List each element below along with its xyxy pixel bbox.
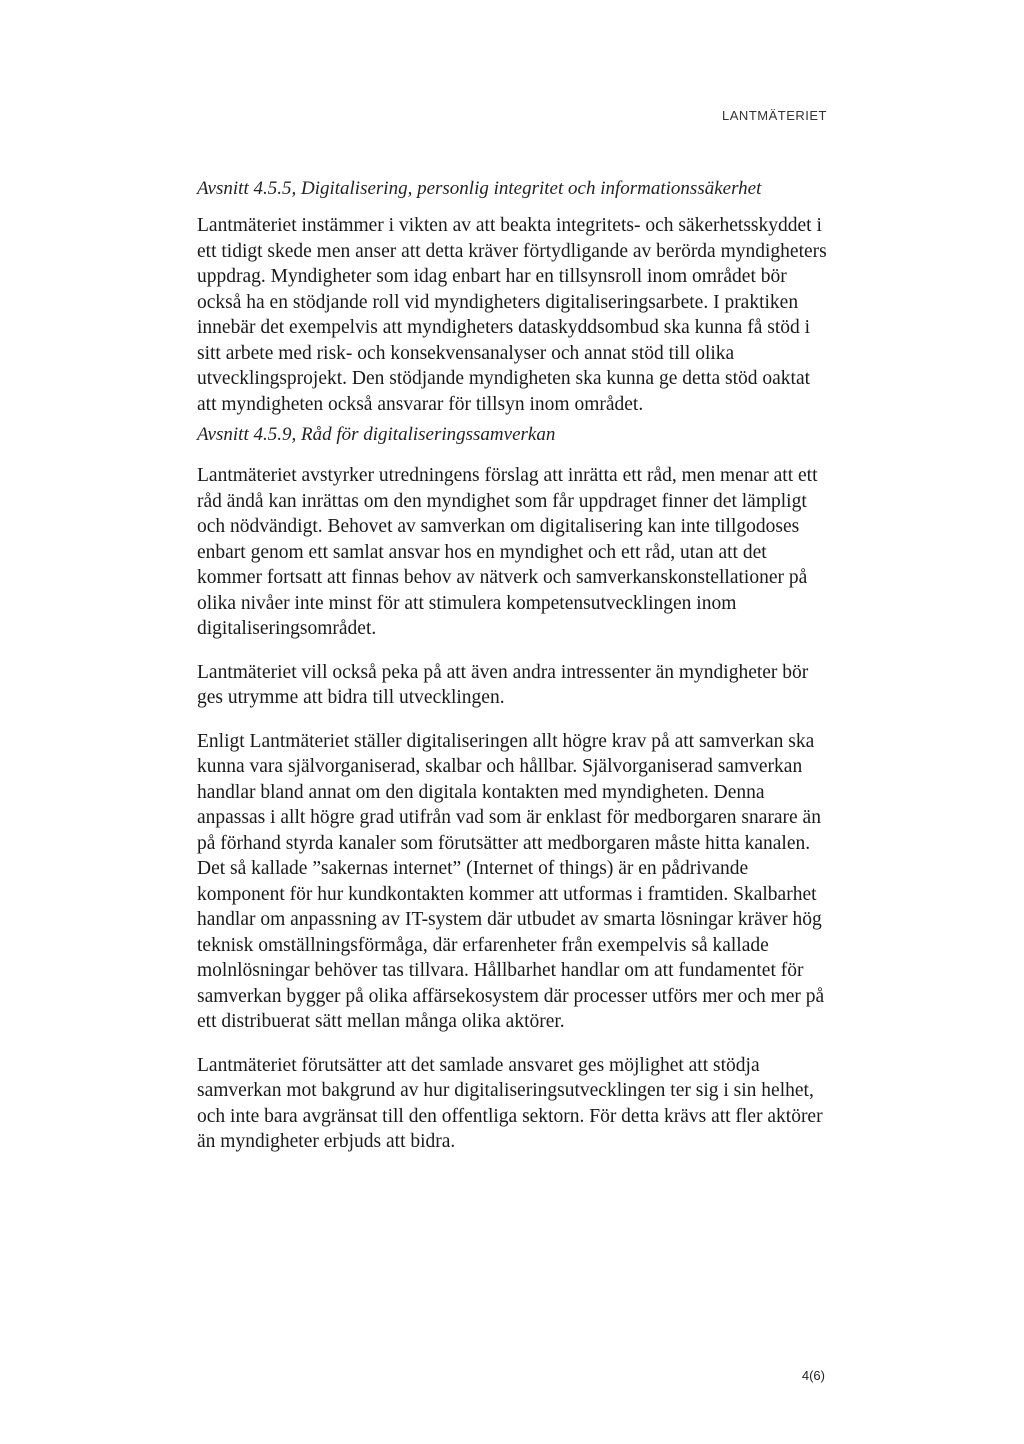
section-rad-for-digitaliseringssamverkan [197, 423, 827, 1155]
paragraph: Lantmäteriet förutsätter att det samlade ansvaret ges möjlighet att stödja samverkan mot bakgrund av hur digitaliseringsutvecklingen ter sig i sin helhet, och inte bara avgränsat till den offentliga sektorn. För detta krävs att fler aktörer än myndigheter erbjuds att bidra. [197, 1054, 823, 1152]
section-heading: Avsnitt 4.5.9, Råd för digitaliseringssamverkan [197, 424, 556, 445]
page-number: 4(6) [801, 1368, 825, 1383]
paragraph: Lantmäteriet avstyrker utredningens förslag att inrätta ett råd, men menar att ett råd ändå kan inrättas om den myndighet som får uppdraget finner det lämpligt och nödvändigt. Behovet av samverkan om digitalisering kan inte tillgodoses enbart genom ett samlat ansvar hos en myndighet och ett råd, utan att det kommer fortsatt att finnas behov av nätverk och samverkanskonstellationer på olika nivåer inte minst för att stimulera kompetensutvecklingen inom digitaliseringsområdet. [197, 465, 818, 639]
document-body [197, 177, 827, 1173]
organization-header: LANTMÄTERIET [722, 108, 827, 123]
section-heading: Avsnitt 4.5.5, Digitalisering, personlig integritet och informationssäkerhet [197, 178, 762, 199]
paragraph: Lantmäteriet vill också peka på att även andra intressenter än myndigheter bör ges utrymme att bidra till utvecklingen. [197, 661, 809, 708]
paragraph: Lantmäteriet instämmer i vikten av att beakta integritets- och säkerhetsskyddet i ett tidigt skede men anser att detta kräver förtydligande av berörda myndigheters uppdrag. Myndigheter som idag enbart har en tillsynsroll inom området bör också ha en stödjande roll vid myndigheters digitaliseringsarbete. I praktiken innebär det exempelvis att myndigheters dataskyddsombud ska kunna få stöd i sitt arbete med risk- och konsekvensanalyser och annat stöd till olika utvecklingsprojekt. Den stödjande myndigheten ska kunna ge detta stöd oaktat att myndigheten också ansvarar för tillsyn inom området. [197, 215, 827, 415]
paragraph: Enligt Lantmäteriet ställer digitaliseringen allt högre krav på att samverkan ska kunna vara självorganiserad, skalbar och hållbar. Självorganiserad samverkan handlar bland annat om den digitala kontakten med myndigheten. Denna anpassas i allt högre grad utifrån vad som är enklast för medborgaren snarare än på förhand styrda kanaler som förutsätter att medborgaren måste hitta kanalen. Det så kallade ”sakernas internet” (Internet of things) är en pådrivande komponent för hur kundkontakten kommer att utformas i framtiden. Skalbarhet handlar om anpassning av IT-system där utbudet av smarta lösningar kräver hög teknisk omställningsförmåga, där erfarenheter från exempelvis så kallade molnlösningar behöver tas tillvara. Hållbarhet handlar om att fundamentet för samverkan bygger på olika affärsekosystem där processer utförs mer och mer på ett distribuerat sätt mellan många olika aktörer. [197, 730, 825, 1032]
section-digitalisering-integritet [197, 177, 827, 417]
